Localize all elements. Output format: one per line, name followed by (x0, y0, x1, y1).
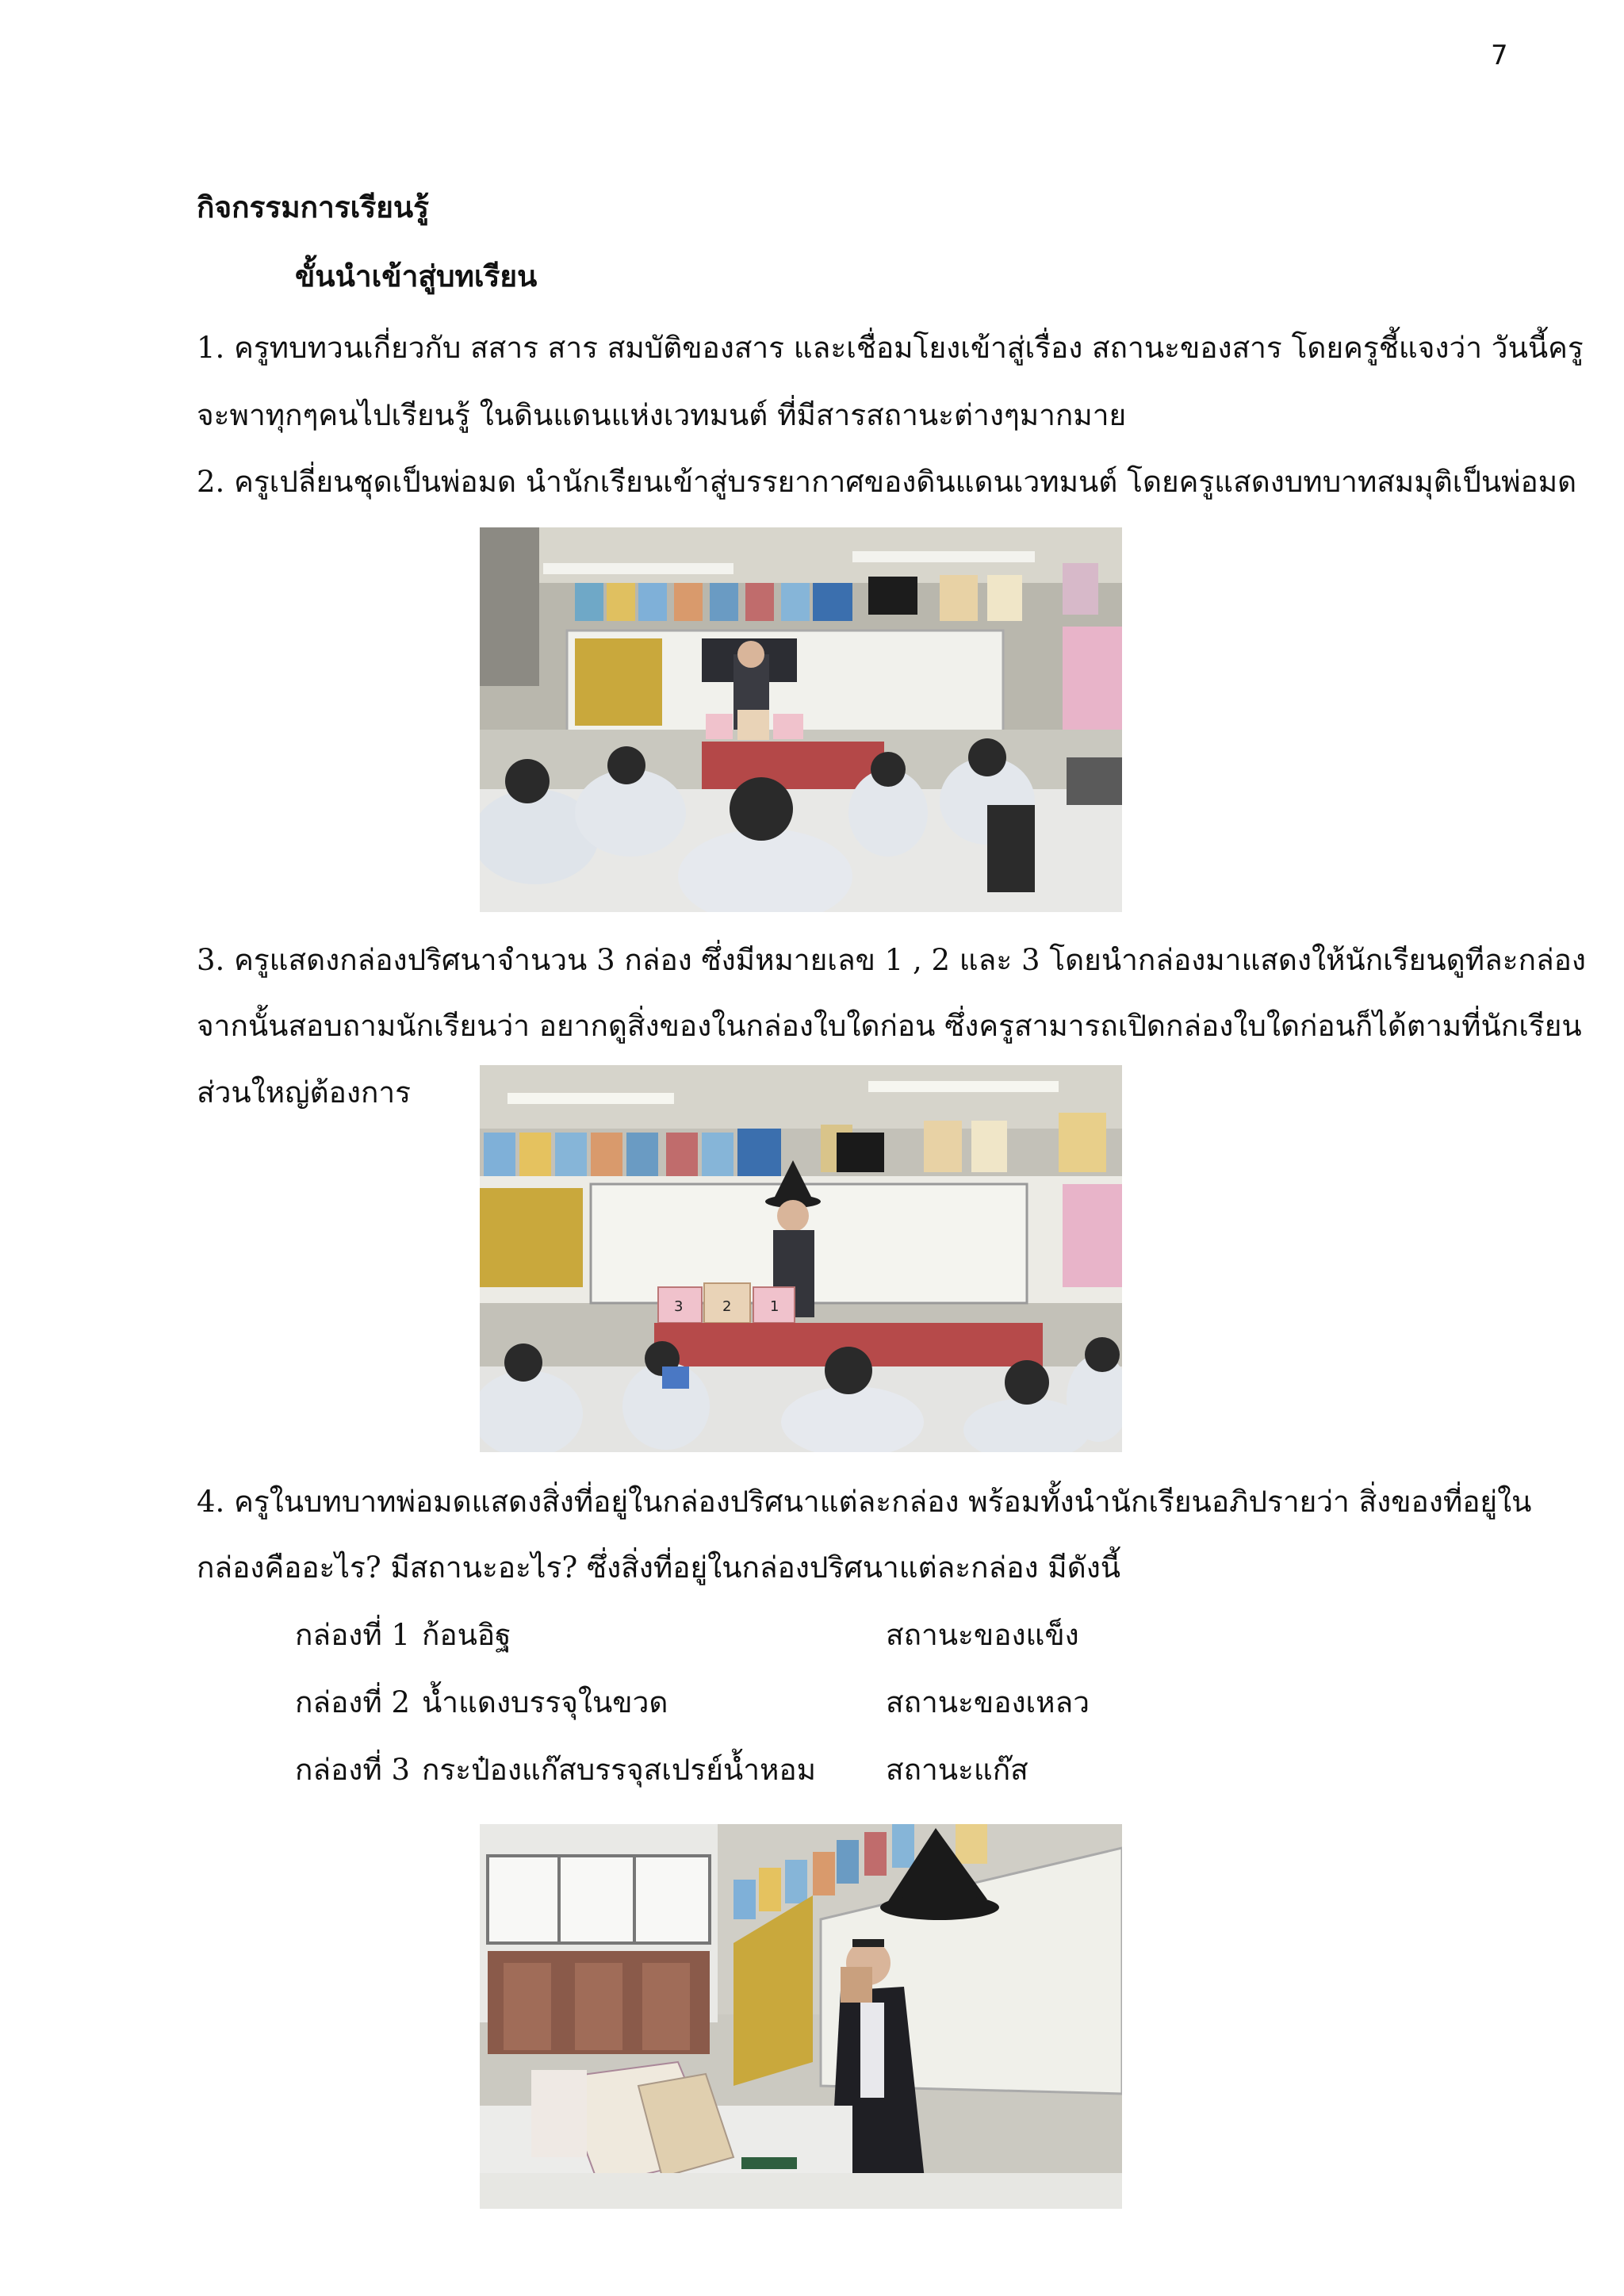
paragraph-3-line-3: ส่วนใหญ่ต้องการ (197, 1075, 412, 1110)
box-number-1: 1 (770, 1298, 779, 1315)
box-item: น้ำแดงบรรจุในขวด (422, 1685, 668, 1719)
box-label: กล่องที่ 1 (295, 1618, 411, 1652)
paragraph-1-line-2: จะพาทุกๆคนไปเรียนรู้ ในดินแดนแห่งเวทมนต์ ที่มีสารสถานะต่างๆมากมาย (197, 398, 1127, 432)
box-state: สถานะแก๊ส (886, 1753, 1028, 1787)
box-label: กล่องที่ 2 (295, 1685, 411, 1719)
paragraph-4-line-2: กล่องคืออะไร? มีสถานะอะไร? ซึ่งสิ่งที่อยู่ในกล่องปริศนาแต่ละกล่อง มีดังนี้ (197, 1550, 1121, 1585)
classroom-photo-3-image (480, 1824, 1122, 2209)
box-number-2: 2 (722, 1298, 732, 1315)
box-state: สถานะของเหลว (886, 1685, 1090, 1719)
classroom-photo-1-image (480, 527, 1122, 912)
subheading: ขั้นนำเข้าสู่บทเรียน (295, 259, 538, 293)
classroom-photo-3 (480, 1824, 1122, 2209)
paragraph-3-line-1: 3. ครูแสดงกล่องปริศนาจำนวน 3 กล่อง ซึ่งมีหมายเลข 1 , 2 และ 3 โดยนำกล่องมาแสดงให้นักเรียนดูทีละกล่อง (197, 943, 1586, 977)
classroom-photo-2 (480, 1065, 1122, 1452)
box-number-3: 3 (674, 1298, 684, 1315)
box-item: ก้อนอิฐ (422, 1618, 511, 1652)
paragraph-1-line-1: 1. ครูทบทวนเกี่ยวกับ สสาร สาร สมบัติของสาร และเชื่อมโยงเข้าสู่เรื่อง สถานะของสาร โดยครูชี้แจงว่า วันนี้ครู (197, 331, 1584, 365)
box-item: กระป๋องแก๊สบรรจุสเปรย์น้ำหอม (422, 1753, 817, 1787)
paragraph-4-line-1: 4. ครูในบทบาทพ่อมดแสดงสิ่งที่อยู่ในกล่องปริศนาแต่ละกล่อง พร้อมทั้งนำนักเรียนอภิปรายว่า สิ่งของที่อยู่ใน (197, 1485, 1532, 1519)
page-number: 7 (1491, 40, 1508, 71)
section-heading: กิจกรรมการเรียนรู้ (197, 190, 430, 224)
box-state: สถานะของแข็ง (886, 1618, 1079, 1652)
box-label: กล่องที่ 3 (295, 1753, 411, 1787)
classroom-photo-2-image (480, 1065, 1122, 1452)
paragraph-3-line-2: จากนั้นสอบถามนักเรียนว่า อยากดูสิ่งของในกล่องใบใดก่อน ซึ่งครูสามารถเปิดกล่องใบใดก่อนก็ได้ตามที่นักเรียน (197, 1009, 1582, 1043)
paragraph-2-line-1: 2. ครูเปลี่ยนชุดเป็นพ่อมด นำนักเรียนเข้าสู่บรรยากาศของดินแดนเวทมนต์ โดยครูแสดงบทบาทสมมุติเป็นพ่อมด (197, 465, 1577, 499)
classroom-photo-1 (480, 527, 1122, 912)
